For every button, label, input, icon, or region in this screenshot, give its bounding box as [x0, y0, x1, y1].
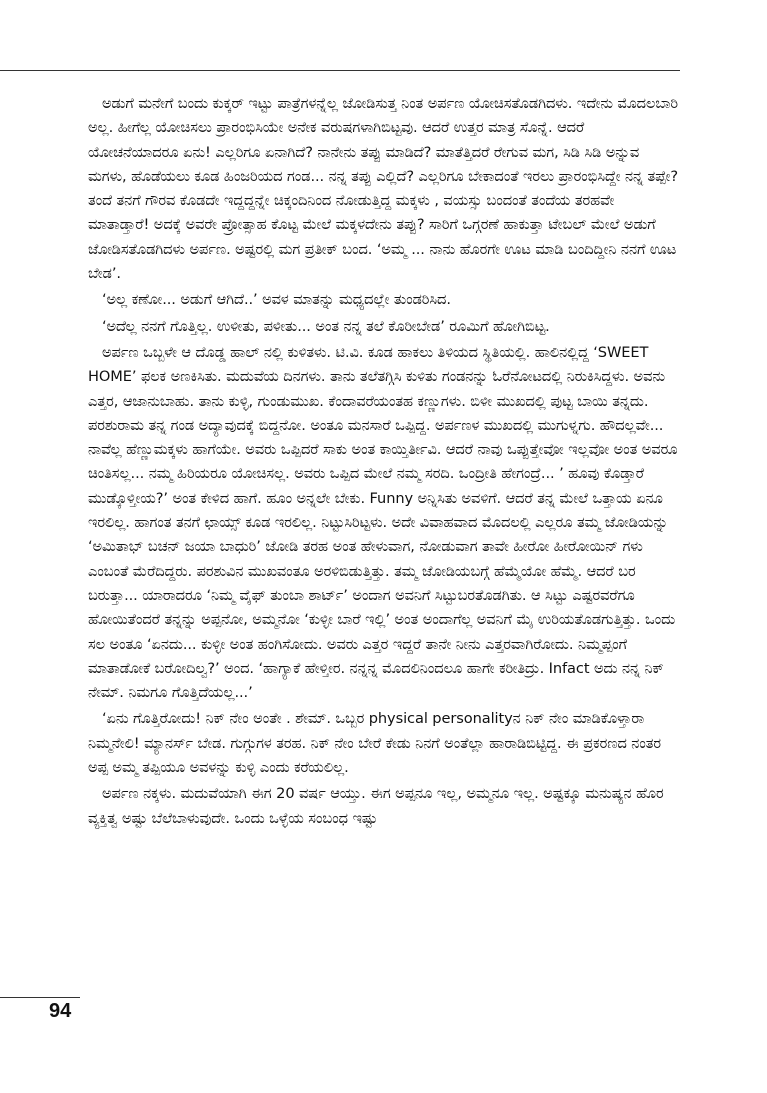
top-rule — [0, 70, 680, 71]
page-number: 94 — [49, 1000, 72, 1022]
paragraph-1: ಅಡುಗೆ ಮನೇಗೆ ಬಂದು ಕುಕ್ಕರ್ ಇಟ್ಟು ಪಾತ್ರೆಗಳನ್ನೆಲ್ಲ ಜೋಡಿಸುತ್ತ ನಿಂತ ಅರ್ಪಣ ಯೋಚಿಸತೊಡಗಿದಳು. ಇದೇನು ಮೊದಲಬಾರಿ ಅಲ್ಲ. ಹೀಗೆಲ್ಲ ಯೋಚಿಸಲು ಪ್ರಾರಂಭಿಸಿಯೇ ಅನೇಕ ವರುಷಗಳಾಗಿಬಿಟ್ಟವು. ಆದರೆ ಉತ್ತರ ಮಾತ್ರ ಸೊನ್ನೆ. ಆದರೆ ಯೋಚನೆಯಾದರೂ ಏನು! ಎಲ್ಲರಿಗೂ ಏನಾಗಿದೆ? ನಾನೇನು ತಪ್ಪು ಮಾಡಿದೆ? ಮಾತೆತ್ತಿದರೆ ರೇಗುವ ಮಗ, ಸಿಡಿ ಸಿಡಿ ಅನ್ನುವ ಮಗಳು, ಹೊಡೆಯಲು ಕೂಡ ಹಿಂಜರಿಯದ ಗಂಡ... ನನ್ನ ತಪ್ಪು ಎಲ್ಲಿದೆ? ಎಲ್ಲರಿಗೂ ಬೇಕಾದಂತೆ ಇರಲು ಪ್ರಾರಂಭಿಸಿದ್ದೇ ನನ್ನ ತಪ್ಪೇ? ತಂದೆ ತನಗೆ ಗೌರವ ಕೊಡದೇ ಇದ್ದದ್ದನ್ನೇ ಚಿಕ್ಕಂದಿನಿಂದ ನೋಡುತ್ತಿದ್ದ ಮಕ್ಕಳು , ವಯಸ್ಸು ಬಂದಂತೆ ತಂದೆಯ ತರಹವೇ ಮಾತಾಡ್ತಾರೆ! ಅದಕ್ಕೆ ಅವರೇ ಪ್ರೋತ್ಸಾಹ ಕೊಟ್ಟ ಮೇಲೆ ಮಕ್ಕಳದೇನು ತಪ್ಪು? ಸಾರಿಗೆ ಒಗ್ಗರಣೆ ಹಾಕುತ್ತಾ ಟೇಬಲ್ ಮೇಲೆ ಅಡುಗೆ ಜೋಡಿಸತೊಡಗಿದಳು ಅರ್ಪಣ. ಅಷ್ಟರಲ್ಲಿ ಮಗ ಪ್ರತೀಕ್ ಬಂದ. ‘ಅಮ್ಮ ... ನಾನು ಹೊರಗೇ ಊಟ ಮಾಡಿ ಬಂದಿದ್ದೀನಿ ನನಗೆ ಊಟ ಬೇಡ’. — [88, 95, 678, 283]
paragraph-5: ‘ಏನು ಗೊತ್ತಿರೋದು! ನಿಕ್ ನೇಂ ಅಂತೇ . ಶೇಮ್. ಒಬ್ಬರ physical personalityನ ನಿಕ್ ನೇಂ ಮಾಡಿಕೊಳ್ತಾರಾ ನಿಮ್ಮನೇಲಿ! ಮ್ಯಾನರ್ಸ್ ಬೇಡ. ಗುಗ್ಗುಗಳ ತರಹ. ನಿಕ್ ನೇಂ ಬೇರೆ ಕೇಡು ನಿನಗೆ ಅಂತೆಲ್ಲಾ ಹಾರಾಡಿಬಿಟ್ಟಿದ್ದ. ಈ ಪ್ರಕರಣದ ನಂತರ ಅಪ್ಪ ಅಮ್ಮ ತಪ್ಪಿಯೂ ಅವಳನ್ನು ಕುಳ್ಳಿ ಎಂದು ಕರೆಯಲಿಲ್ಲ. — [88, 710, 662, 777]
paragraph-2: ‘ಅಲ್ಲ ಕಣೋ... ಅಡುಗೆ ಆಗಿದೆ..’ ಅವಳ ಮಾತನ್ನು ಮಧ್ಯದಲ್ಲೇ ತುಂಡರಿಸಿದ. — [102, 291, 451, 309]
bottom-rule — [0, 997, 80, 998]
paragraph-6: ಅರ್ಪಣ ನಕ್ಕಳು. ಮದುವೆಯಾಗಿ ಈಗ 20 ವರ್ಷ ಆಯ್ತು. ಈಗ ಅಪ್ಪನೂ ಇಲ್ಲ, ಅಮ್ಮನೂ ಇಲ್ಲ. ಅಷ್ಟಕ್ಕೂ ಮನುಷ್ಯನ ಹೊರ ವ್ಯಕ್ತಿತ್ವ ಅಷ್ಟು ಬೆಲೆಬಾಳುವುದೇ. ಒಂದು ಒಳ್ಳೆಯ ಸಂಬಂಧ ಇಷ್ಟು — [88, 785, 664, 827]
paragraph-3: ‘ಅದೆಲ್ಲ ನನಗೆ ಗೊತ್ತಿಲ್ಲ. ಉಳೀತು, ಪಳೀತು... ಅಂತ ನನ್ನ ತಲೆ ಕೊರೀಬೇಡ’ ರೂಮಿಗೆ ಹೋಗಿಬಿಟ್ಟ. — [102, 317, 550, 335]
paragraph-4: ಅರ್ಪಣ ಒಬ್ಬಳೇ ಆ ದೊಡ್ಡ ಹಾಲ್ ನಲ್ಲಿ ಕುಳಿತಳು. ಟಿ.ವಿ. ಕೂಡ ಹಾಕಲು ತಿಳಿಯದ ಸ್ಥಿತಿಯಲ್ಲಿ. ಹಾಲಿನಲ್ಲಿದ್ದ ‘SWEET HOME’ ಫಲಕ ಅಣಕಿಸಿತು. ಮದುವೆಯ ದಿನಗಳು. ತಾನು ತಲೆತಗ್ಗಿಸಿ ಕುಳಿತು ಗಂಡನನ್ನು ಓರೆನೋಟದಲ್ಲಿ ನಿರುಕಿಸಿದ್ದಳು. ಅವನು ಎತ್ತರ, ಆಜಾನುಬಾಹು. ತಾನು ಕುಳ್ಳಿ, ಗುಂಡುಮುಖ. ಕೆಂದಾವರೆಯಂತಹ ಕಣ್ಣುಗಳು. ಬಿಳೀ ಮುಖದಲ್ಲಿ ಪುಟ್ಟ ಬಾಯಿ ತನ್ನದು. ಪರಶುರಾಮ ತನ್ನ ಗಂಡ ಅದ್ಯಾವುದಕ್ಕೆ ಬಿದ್ದನೋ. ಅಂತೂ ಮನಸಾರೆ ಒಪ್ಪಿದ್ದ. ಅರ್ಪಣಳ ಮುಖದಲ್ಲಿ ಮುಗುಳ್ನಗು. ಹೌದಲ್ಲವೇ... ನಾವೆಲ್ಲ ಹೆಣ್ಣುಮಕ್ಕಳು ಹಾಗೆಯೇ. ಅವರು ಒಪ್ಪಿದರೆ ಸಾಕು ಅಂತ ಕಾಯ್ತಿರ್ತೀವಿ. ಆದರೆ ನಾವು ಒಪ್ಪುತ್ತೇವೋ ಇಲ್ಲವೋ ಅಂತ ಅವರೂ ಚಿಂತಿಸಲ್ಲ... ನಮ್ಮ ಹಿರಿಯರೂ ಯೋಚಿಸಲ್ಲ. ಅವರು ಒಪ್ಪಿದ ಮೇಲೆ ನಮ್ಮ ಸರದಿ. ಒಂದ್ರೀತಿ ಹೇಗಂದ್ರೆ... ’ ಹೂವು ಕೊಡ್ತಾರೆ ಮುಡ್ಕೊಳ್ತೀಯ?’ ಅಂತ ಕೇಳಿದ ಹಾಗೆ. ಹೂಂ ಅನ್ನಲೇ ಬೇಕು. Funny ಅನ್ನಿಸಿತು ಅವಳಿಗೆ. ಆದರೆ ತನ್ನ ಮೇಲೆ ಒತ್ತಾಯ ಏನೂ ಇರಲಿಲ್ಲ. ಹಾಗಂತ ತನಗೆ ಛಾಯ್ಸ್ ಕೂಡ ಇರಲಿಲ್ಲ. ನಿಟ್ಟುಸಿರಿಟ್ಟಳು. ಅದೇ ವಿವಾಹವಾದ ಮೊದಲಲ್ಲಿ ಎಲ್ಲರೂ ತಮ್ಮ ಜೋಡಿಯನ್ನು ‘ಅಮಿತಾಭ್ ಬಚನ್ ಜಯಾ ಬಾಧುರಿ’ ಜೋಡಿ ತರಹ ಅಂತ ಹೇಳುವಾಗ, ನೋಡುವಾಗ ತಾವೇ ಹೀರೋ ಹೀರೋಯಿನ್ ಗಳು ಎಂಬಂತೆ ಮೆರೆದಿದ್ದರು. ಪರಶುವಿನ ಮುಖವಂತೂ ಅರಳಿಬಿಡುತ್ತಿತ್ತು. ತಮ್ಮ ಜೋಡಿಯಬಗ್ಗೆ ಹೆಮ್ಮೆಯೋ ಹೆಮ್ಮೆ. ಆದರೆ ಬರ ಬರುತ್ತಾ... ಯಾರಾದರೂ ‘ನಿಮ್ಮ ವೈಫ್ ತುಂಬಾ ಶಾರ್ಟ್’ ಅಂದಾಗ ಅವನಿಗೆ ಸಿಟ್ಟುಬರತೊಡಗಿತು. ಆ ಸಿಟ್ಟು ಎಷ್ಟರವರೆಗೂ ಹೋಯಿತೆಂದರೆ ತನ್ನನ್ನು ಅಪ್ಪನೋ, ಅಮ್ಮನೋ ‘ಕುಳ್ಳೀ ಬಾರೆ ಇಲ್ಲಿ’ ಅಂತ ಅಂದಾಗೆಲ್ಲ ಅವನಿಗೆ ಮೈ ಉರಿಯತೊಡಗುತ್ತಿತ್ತು. ಒಂದು ಸಲ ಅಂತೂ ‘ಏನದು... ಕುಳ್ಳೀ ಅಂತ ಹಂಗಿಸೋದು. ಅವರು ಎತ್ತರ ಇದ್ದರೆ ತಾನೇ ನೀನು ಎತ್ತರವಾಗಿರೋದು. ನಿಮ್ಮಪ್ಪಂಗೆ ಮಾತಾಡೋಕೆ ಬರೋದಿಲ್ವ?’ ಅಂದ. ‘ಹಾಗ್ಯಾಕೆ ಹೇಳ್ತೀರ. ನನ್ನನ್ನ ಮೊದಲಿನಿಂದಲೂ ಹಾಗೇ ಕರೀತಿದ್ರು. Infact ಅದು ನನ್ನ ನಿಕ್ ನೇಮ್. ನಿಮಗೂ ಗೊತ್ತಿದೆಯಲ್ಲ...’ — [88, 343, 678, 702]
body-text — [88, 92, 678, 831]
